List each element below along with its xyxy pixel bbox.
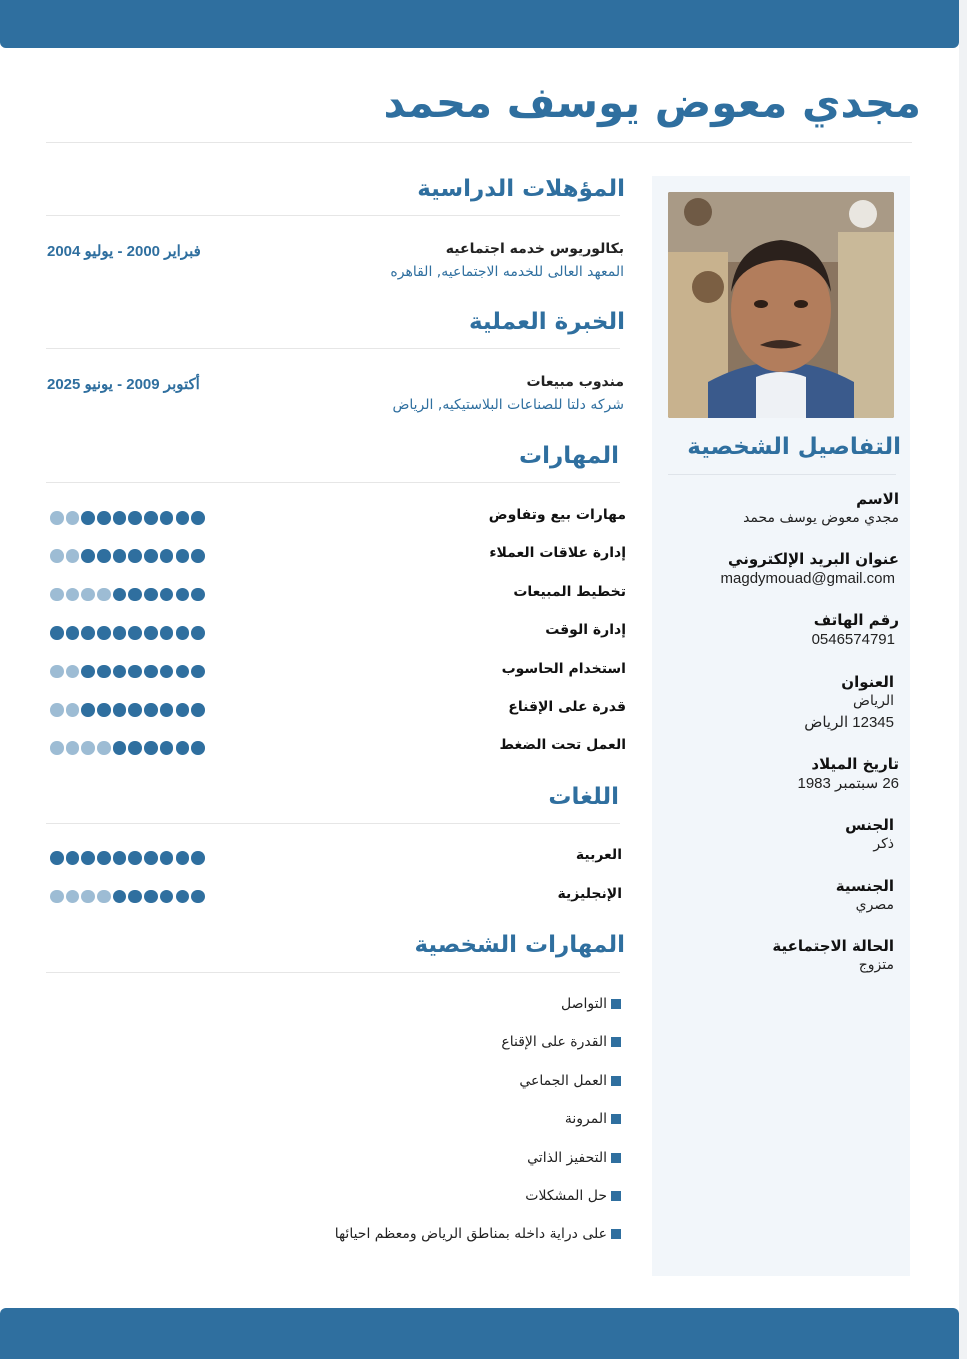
rating-dot-filled bbox=[176, 851, 190, 865]
rating-dot-filled bbox=[113, 703, 127, 717]
rating-dot-filled bbox=[128, 890, 142, 904]
rating-dot-filled bbox=[97, 511, 111, 525]
rating-dot-filled bbox=[81, 703, 95, 717]
rating-dot-filled bbox=[176, 549, 190, 563]
bullet-square-icon bbox=[611, 1229, 621, 1239]
soft-skill-label: التحفيز الذاتي bbox=[527, 1149, 607, 1166]
detail-label: الاسم bbox=[856, 490, 899, 508]
sidebar-heading: التفاصيل الشخصية bbox=[687, 434, 901, 460]
soft-skill-item bbox=[501, 1034, 621, 1050]
rating-dot-empty bbox=[97, 588, 111, 602]
rating-dot-filled bbox=[191, 890, 205, 904]
rating-dot-filled bbox=[160, 511, 174, 525]
rating-dot-empty bbox=[66, 703, 80, 717]
detail-label: تاريخ الميلاد bbox=[811, 755, 899, 773]
detail-birthdate bbox=[798, 755, 900, 794]
rating-dot-filled bbox=[113, 511, 127, 525]
rating-dot-filled bbox=[176, 626, 190, 640]
rating-dot-filled bbox=[160, 588, 174, 602]
language-name: العربية bbox=[575, 847, 622, 863]
rating-dot-filled bbox=[128, 741, 142, 755]
education-institution: المعهد العالى للخدمه الاجتماعيه, القاهره bbox=[390, 264, 624, 280]
rating-dot-empty bbox=[97, 890, 111, 904]
soft-skill-item bbox=[527, 1150, 621, 1166]
detail-name bbox=[743, 490, 899, 529]
rating-dot-filled bbox=[144, 626, 158, 640]
detail-label: الجنسية bbox=[835, 877, 894, 895]
rating-dots bbox=[50, 851, 205, 865]
soft-skill-label: على دراية داخله بمناطق الرياض ومعظم احيائها bbox=[334, 1226, 607, 1243]
page-title: مجدي معوض يوسف محمد bbox=[383, 78, 921, 127]
rating-dot-filled bbox=[97, 851, 111, 865]
rating-dot-empty bbox=[50, 703, 64, 717]
rating-dot-empty bbox=[66, 549, 80, 563]
detail-marital-status bbox=[772, 937, 894, 976]
rating-dot-filled bbox=[113, 549, 127, 563]
section-divider bbox=[46, 348, 620, 349]
language-name: الإنجليزية bbox=[557, 885, 622, 902]
rating-dot-empty bbox=[81, 741, 95, 755]
sidebar-divider bbox=[668, 474, 896, 475]
detail-value: الرياض bbox=[853, 693, 894, 709]
rating-dot-filled bbox=[97, 665, 111, 679]
skill-name: مهارات بيع وتفاوض bbox=[488, 507, 626, 523]
education-degree: بكالوريوس خدمه اجتماعيه bbox=[445, 241, 624, 257]
footer-bar bbox=[0, 1308, 959, 1359]
detail-value: ذكر bbox=[873, 836, 894, 852]
rating-dot-filled bbox=[176, 703, 190, 717]
detail-value: 0546574791 bbox=[811, 631, 895, 648]
detail-value: magdymouad@gmail.com bbox=[720, 570, 895, 587]
skill-name: استخدام الحاسوب bbox=[501, 660, 626, 677]
section-divider bbox=[46, 215, 620, 216]
rating-dot-filled bbox=[160, 549, 174, 563]
soft-skill-item bbox=[565, 1111, 621, 1127]
detail-gender bbox=[845, 816, 894, 855]
detail-label: الحالة الاجتماعية bbox=[772, 937, 894, 955]
rating-dot-empty bbox=[81, 890, 95, 904]
rating-dot-empty bbox=[50, 549, 64, 563]
rating-dot-filled bbox=[144, 741, 158, 755]
rating-dot-filled bbox=[176, 665, 190, 679]
rating-dot-filled bbox=[128, 851, 142, 865]
skill-name: العمل تحت الضغط bbox=[499, 737, 626, 754]
section-title-soft-skills: المهارات الشخصية bbox=[414, 932, 625, 958]
rating-dot-filled bbox=[160, 626, 174, 640]
rating-dot-filled bbox=[81, 549, 95, 563]
experience-role: مندوب مبيعات bbox=[526, 374, 624, 390]
detail-value: 26 سبتمبر 1983 bbox=[797, 775, 899, 792]
skill-name: إدارة الوقت bbox=[545, 622, 626, 639]
section-title-skills: المهارات bbox=[519, 443, 619, 469]
rating-dot-empty bbox=[50, 588, 64, 602]
title-divider bbox=[46, 142, 912, 143]
language-row bbox=[50, 847, 626, 869]
rating-dot-filled bbox=[160, 665, 174, 679]
skill-row bbox=[50, 622, 626, 644]
rating-dot-filled bbox=[191, 703, 205, 717]
soft-skill-label: العمل الجماعي bbox=[519, 1072, 607, 1089]
detail-address bbox=[804, 673, 894, 733]
rating-dot-filled bbox=[113, 588, 127, 602]
rating-dot-empty bbox=[66, 665, 80, 679]
detail-label: عنوان البريد الإلكتروني bbox=[728, 550, 899, 568]
rating-dot-filled bbox=[81, 851, 95, 865]
bullet-square-icon bbox=[611, 1114, 621, 1124]
rating-dot-filled bbox=[97, 703, 111, 717]
bullet-square-icon bbox=[611, 1191, 621, 1201]
rating-dot-empty bbox=[66, 588, 80, 602]
rating-dot-filled bbox=[50, 851, 64, 865]
rating-dot-filled bbox=[128, 665, 142, 679]
rating-dot-filled bbox=[113, 741, 127, 755]
header-bar bbox=[0, 0, 959, 48]
section-divider bbox=[46, 482, 620, 483]
experience-company: شركه دلتا للصناعات البلاستيكيه, الرياض bbox=[392, 397, 624, 413]
rating-dot-filled bbox=[160, 703, 174, 717]
rating-dots bbox=[50, 890, 205, 904]
rating-dot-filled bbox=[81, 626, 95, 640]
rating-dot-filled bbox=[81, 665, 95, 679]
rating-dot-filled bbox=[191, 588, 205, 602]
rating-dot-filled bbox=[191, 665, 205, 679]
skill-row bbox=[50, 545, 626, 567]
detail-email bbox=[721, 550, 899, 589]
soft-skill-label: التواصل bbox=[561, 996, 607, 1012]
detail-value: مصري bbox=[855, 897, 894, 913]
rating-dot-filled bbox=[128, 703, 142, 717]
rating-dots bbox=[50, 549, 205, 563]
rating-dot-filled bbox=[176, 890, 190, 904]
rating-dot-empty bbox=[50, 665, 64, 679]
rating-dot-filled bbox=[66, 851, 80, 865]
section-title-languages: اللغات bbox=[548, 784, 619, 810]
experience-dates: أكتوبر 2009 - يونيو 2025 bbox=[47, 376, 200, 393]
bullet-square-icon bbox=[611, 1037, 621, 1047]
detail-value: متزوج bbox=[858, 957, 894, 973]
rating-dot-filled bbox=[191, 549, 205, 563]
soft-skill-item bbox=[561, 996, 621, 1012]
rating-dot-filled bbox=[176, 588, 190, 602]
rating-dot-filled bbox=[97, 549, 111, 563]
rating-dot-filled bbox=[144, 588, 158, 602]
rating-dot-filled bbox=[113, 665, 127, 679]
rating-dot-filled bbox=[144, 549, 158, 563]
section-divider bbox=[46, 972, 620, 973]
education-dates: فبراير 2000 - يوليو 2004 bbox=[47, 243, 201, 260]
rating-dot-empty bbox=[66, 890, 80, 904]
detail-label: الجنس bbox=[845, 816, 894, 834]
rating-dot-filled bbox=[191, 511, 205, 525]
rating-dot-filled bbox=[144, 890, 158, 904]
soft-skill-label: المرونة bbox=[564, 1111, 607, 1128]
skill-row bbox=[50, 507, 626, 529]
rating-dot-filled bbox=[191, 626, 205, 640]
rating-dot-filled bbox=[160, 851, 174, 865]
rating-dots bbox=[50, 741, 205, 755]
detail-label: رقم الهاتف bbox=[813, 611, 899, 629]
bullet-square-icon bbox=[611, 999, 621, 1009]
skill-row bbox=[50, 737, 626, 759]
rating-dot-filled bbox=[144, 703, 158, 717]
rating-dot-filled bbox=[128, 549, 142, 563]
rating-dot-filled bbox=[176, 741, 190, 755]
rating-dot-filled bbox=[144, 511, 158, 525]
rating-dot-filled bbox=[113, 851, 127, 865]
rating-dots bbox=[50, 626, 205, 640]
detail-value: 12345 الرياض bbox=[804, 714, 894, 731]
skill-name: قدرة على الإقناع bbox=[508, 699, 626, 715]
rating-dot-empty bbox=[66, 511, 80, 525]
soft-skill-label: القدرة على الإقناع bbox=[501, 1034, 607, 1051]
rating-dot-filled bbox=[128, 626, 142, 640]
rating-dot-filled bbox=[144, 665, 158, 679]
page-edge bbox=[959, 0, 967, 1359]
rating-dot-filled bbox=[81, 511, 95, 525]
language-row bbox=[50, 886, 626, 908]
rating-dot-empty bbox=[50, 890, 64, 904]
rating-dot-empty bbox=[66, 741, 80, 755]
soft-skill-label: حل المشكلات bbox=[525, 1188, 607, 1204]
rating-dot-filled bbox=[176, 511, 190, 525]
detail-label: العنوان bbox=[841, 673, 894, 691]
rating-dots bbox=[50, 665, 205, 679]
rating-dot-filled bbox=[50, 626, 64, 640]
rating-dot-filled bbox=[113, 626, 127, 640]
skill-row bbox=[50, 584, 626, 606]
rating-dots bbox=[50, 511, 205, 525]
rating-dot-empty bbox=[81, 588, 95, 602]
rating-dot-filled bbox=[160, 890, 174, 904]
section-divider bbox=[46, 823, 620, 824]
section-title-experience: الخبرة العملية bbox=[468, 309, 625, 335]
rating-dot-empty bbox=[50, 511, 64, 525]
rating-dot-empty bbox=[50, 741, 64, 755]
soft-skill-item bbox=[335, 1226, 621, 1242]
profile-photo bbox=[668, 192, 894, 418]
skill-name: إدارة علاقات العملاء bbox=[489, 545, 626, 562]
skill-row bbox=[50, 699, 626, 721]
rating-dot-filled bbox=[128, 588, 142, 602]
soft-skill-item bbox=[519, 1073, 621, 1089]
detail-value: مجدي معوض يوسف محمد bbox=[743, 510, 899, 526]
skill-row bbox=[50, 661, 626, 683]
skill-name: تخطيط المبيعات bbox=[513, 583, 626, 600]
bullet-square-icon bbox=[611, 1153, 621, 1163]
rating-dot-filled bbox=[66, 626, 80, 640]
rating-dots bbox=[50, 703, 205, 717]
rating-dot-filled bbox=[144, 851, 158, 865]
soft-skill-item bbox=[525, 1188, 621, 1204]
detail-phone bbox=[812, 611, 899, 650]
detail-nationality bbox=[836, 877, 894, 916]
rating-dot-empty bbox=[97, 741, 111, 755]
bullet-square-icon bbox=[611, 1076, 621, 1086]
rating-dot-filled bbox=[160, 741, 174, 755]
rating-dots bbox=[50, 588, 205, 602]
rating-dot-filled bbox=[97, 626, 111, 640]
rating-dot-filled bbox=[128, 511, 142, 525]
section-title-education: المؤهلات الدراسية bbox=[417, 176, 625, 202]
rating-dot-filled bbox=[191, 851, 205, 865]
rating-dot-filled bbox=[113, 890, 127, 904]
rating-dot-filled bbox=[191, 741, 205, 755]
